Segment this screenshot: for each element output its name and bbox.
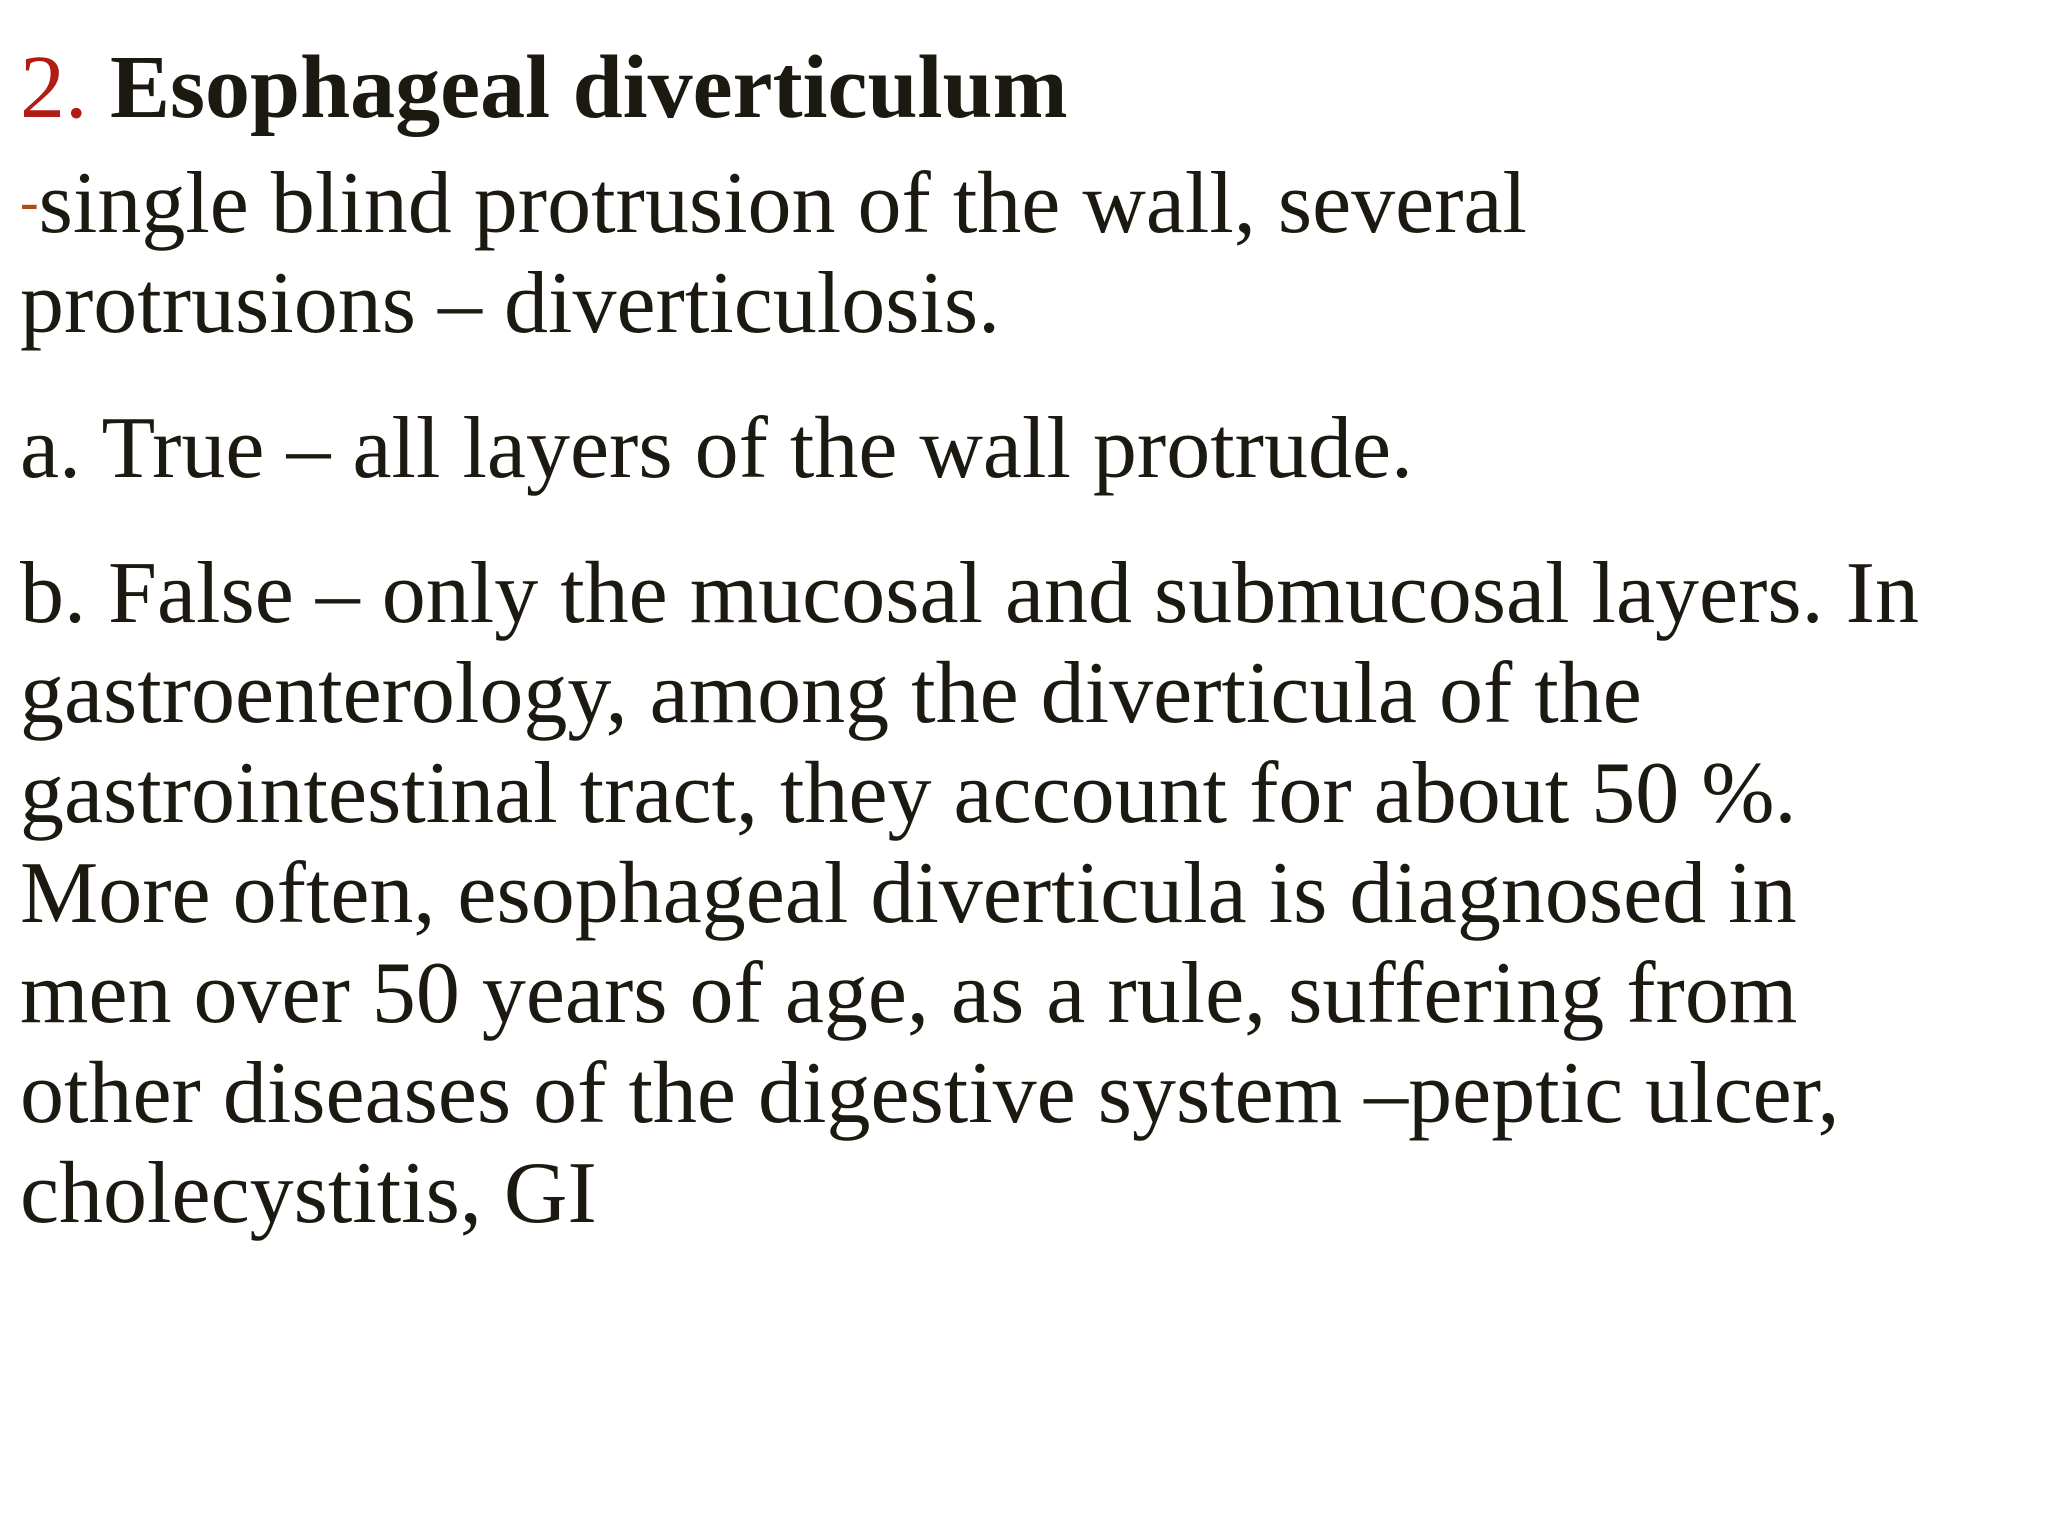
bullet-dash: - bbox=[20, 171, 39, 233]
point-a: a. True – all layers of the wall protrude. bbox=[20, 400, 1414, 497]
definition-line-2: protrusions – diverticulosis. bbox=[20, 255, 1001, 352]
point-b-line-3: gastrointestinal tract, they account for about 50 %. bbox=[20, 745, 1797, 842]
title-text: Esophageal diverticulum bbox=[110, 38, 1068, 137]
point-b-line-7: cholecystitis, GI bbox=[20, 1145, 597, 1242]
title-number: 2. bbox=[20, 38, 88, 137]
point-b-line-1: b. False – only the mucosal and submucosal layers. In bbox=[20, 545, 1919, 642]
point-b-line-5: men over 50 years of age, as a rule, suffering from bbox=[20, 945, 1798, 1042]
slide-title bbox=[20, 38, 1068, 137]
definition-text-1: single blind protrusion of the wall, several bbox=[38, 155, 1528, 252]
point-b-line-6: other diseases of the digestive system –peptic ulcer, bbox=[20, 1045, 1840, 1142]
definition-line-1 bbox=[20, 155, 1528, 252]
point-b-line-2: gastroenterology, among the diverticula of the bbox=[20, 645, 1642, 742]
point-b-line-4: More often, esophageal diverticula is diagnosed in bbox=[20, 845, 1797, 942]
